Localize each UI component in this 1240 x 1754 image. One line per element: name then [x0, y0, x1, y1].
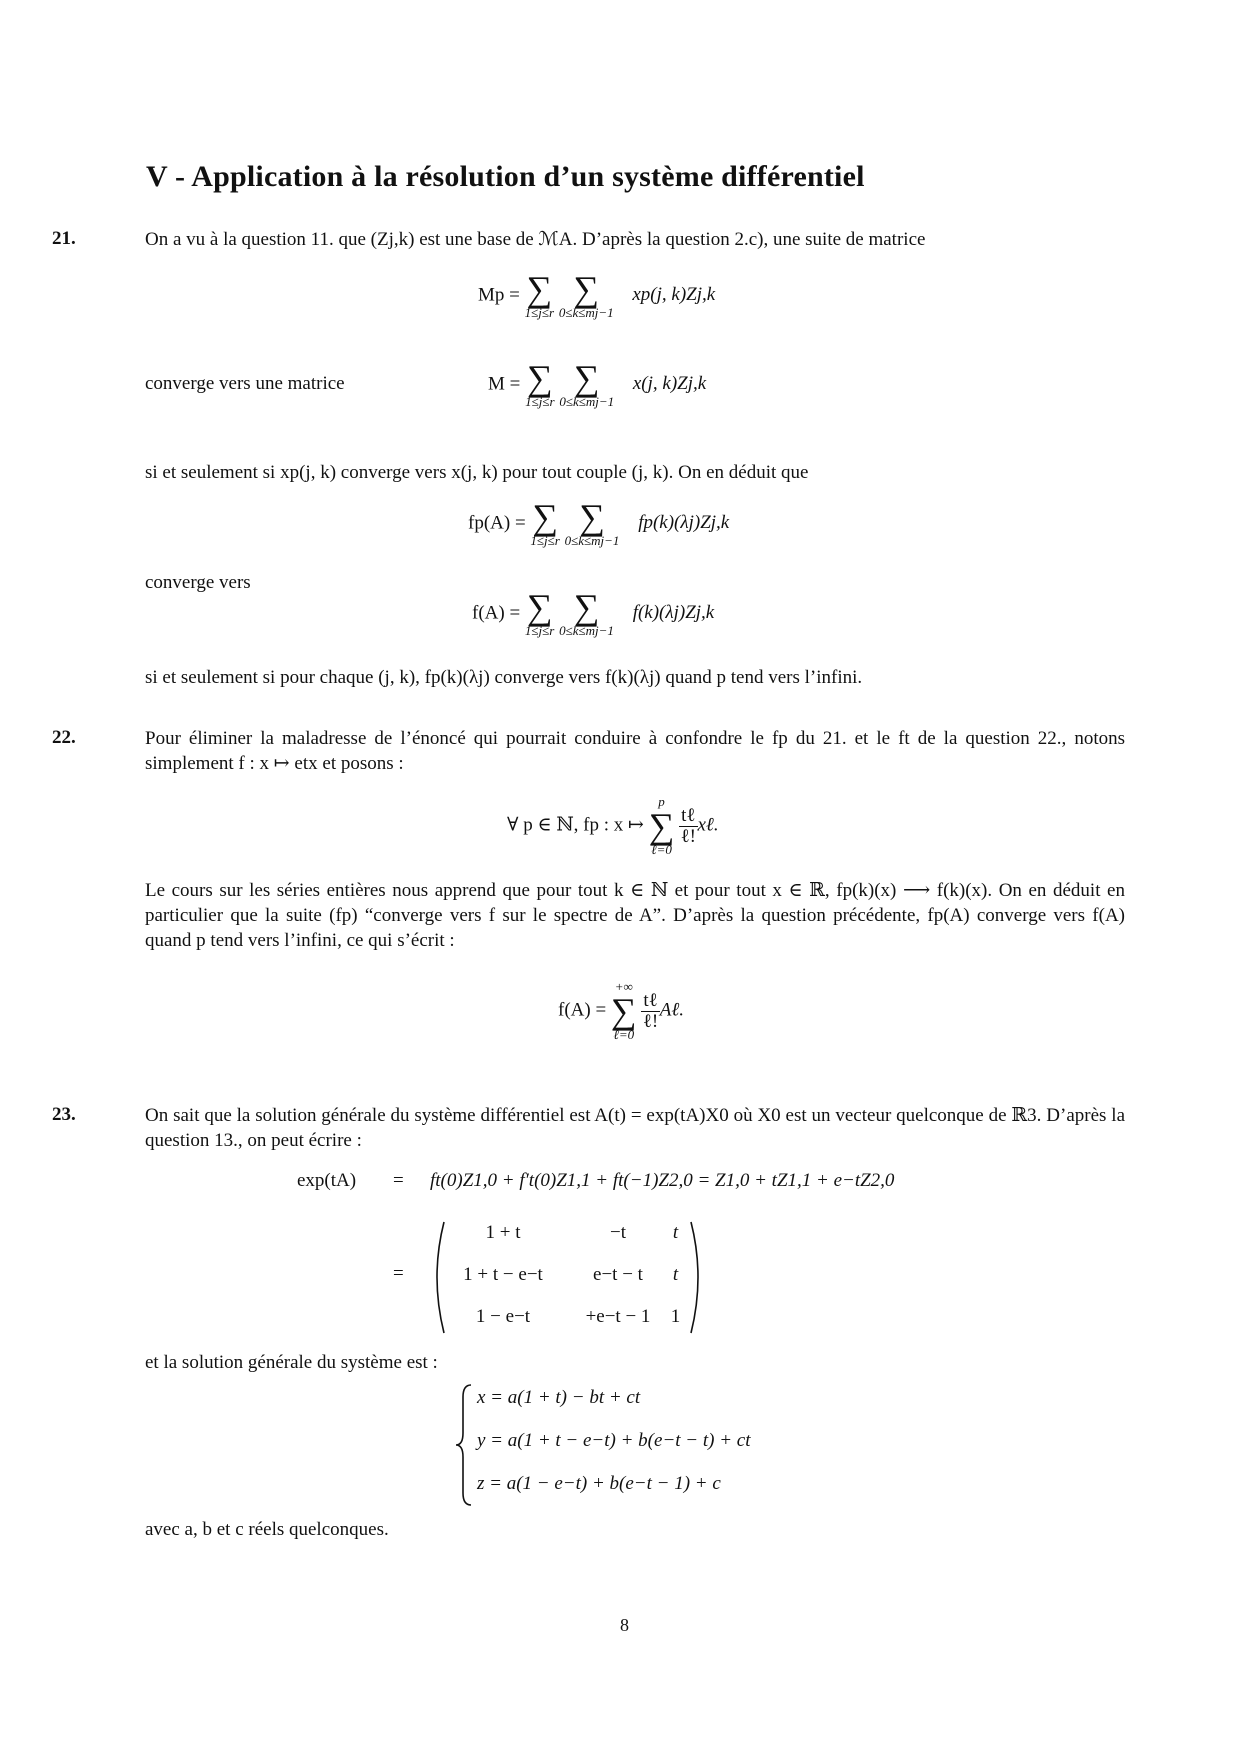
q23-eq-sign-2: = — [393, 1263, 404, 1284]
q21-eq-fa — [472, 587, 715, 638]
eq-term: fp(k)(λj)Zj,k — [638, 512, 730, 534]
section-title: V - Application à la résolution d’un système différentiel — [146, 160, 865, 193]
matrix-cell: 1 − e−t — [475, 1306, 531, 1327]
eq-tail: xℓ. — [697, 814, 719, 836]
matrix-cell: 1 — [670, 1306, 681, 1327]
question-number-21: 21. — [52, 228, 76, 249]
q21-eq-mp — [478, 269, 716, 320]
sum-j: ∑ 1≤j≤r — [525, 358, 555, 409]
sum-l: p ∑ ℓ=0 — [648, 794, 675, 857]
q23-text2: et la solution générale du système est : — [145, 1352, 438, 1373]
matrix-cell: e−t − t — [593, 1264, 643, 1285]
sum-l: +∞ ∑ ℓ=0 — [610, 979, 637, 1042]
q21-text5: si et seulement si pour chaque (j, k), fp(k)(λj) converge vers f(k)(λj) quand p tend vers l’infini. — [145, 667, 863, 688]
eq-lhs: ∀ p ∈ ℕ, fp : x ↦ — [507, 814, 644, 836]
matrix-cell: t — [672, 1222, 679, 1243]
q23-text1: On sait que la solution générale du système différentiel est A(t) = exp(tA)X0 où X0 est un vecteur quelconque de ℝ3. D’après la question 13., on peut écrire : — [145, 1105, 1125, 1151]
sum-j: ∑ 1≤j≤r — [530, 497, 560, 548]
eq-lhs: Mp = — [478, 284, 520, 306]
q23-text3: avec a, b et c réels quelconques. — [145, 1519, 389, 1540]
matrix-cell: 1 + t − e−t — [463, 1264, 543, 1285]
q22-eq-fp — [507, 795, 719, 857]
matrix-cell: 1 + t — [485, 1222, 521, 1243]
q22-text2: Le cours sur les séries entières nous apprend que pour tout k ∈ ℕ et pour tout x ∈ ℝ, fp(k)(x) ⟶ f(k)(x). On en déduit en particulier que la suite (fp) “converge vers f sur le spectre de A”. D’après la question précédente, fp(A) converge vers f(A) quand p tend vers l’infini, ce qui s’écrit : — [145, 880, 1125, 951]
q21-eq-m — [488, 358, 707, 409]
eq-term: f(k)(λj)Zj,k — [632, 602, 715, 624]
q21-intro: On a vu à la question 11. que (Zj,k) est une base de ℳA. D’après la question 2.c), une suite de matrice — [145, 229, 926, 250]
matrix-cell: −t — [610, 1222, 626, 1243]
question-number-22: 22. — [52, 727, 76, 748]
matrix-cell: t — [672, 1264, 679, 1285]
q22-eq-fa — [558, 980, 684, 1042]
eq-lhs: f(A) = — [472, 602, 521, 624]
eq-tail: Aℓ. — [659, 999, 685, 1021]
system-of-equations — [455, 1383, 815, 1508]
eq-lhs: M = — [488, 373, 521, 395]
eq-term: x(j, k)Zj,k — [632, 373, 707, 395]
q23-eq-sign-1: = — [393, 1170, 404, 1191]
page-number: 8 — [620, 1615, 629, 1635]
matrix — [430, 1220, 705, 1335]
eq-lhs: f(A) = — [558, 999, 607, 1021]
system-line-y: y = a(1 + t − e−t) + b(e−t − t) + ct — [477, 1430, 751, 1451]
eq-lhs: fp(A) = — [468, 512, 526, 534]
sum-k: ∑ 0≤k≤mj−1 — [559, 358, 615, 409]
q21-text4: converge vers — [145, 572, 251, 593]
left-brace — [455, 1383, 475, 1508]
sum-j: ∑ 1≤j≤r — [524, 587, 555, 638]
question-number-23: 23. — [52, 1104, 76, 1125]
fraction: $\frac{\text{tℓ}}{\text{ℓ!}}$ — [642, 989, 659, 1032]
sum-k: ∑ 0≤k≤mj−1 — [558, 269, 614, 320]
sum-k: ∑ 0≤k≤mj−1 — [564, 497, 620, 548]
q23-eq-exp-rhs: ft(0)Z1,0 + f′t(0)Z1,1 + ft(−1)Z2,0 = Z1,0 + tZ1,1 + e−tZ2,0 — [430, 1170, 895, 1191]
eq-term: xp(j, k)Zj,k — [632, 284, 716, 306]
q21-eq-fpa — [468, 497, 730, 548]
system-line-z: z = a(1 − e−t) + b(e−t − 1) + c — [477, 1473, 721, 1494]
sum-j: ∑ 1≤j≤r — [524, 269, 555, 320]
q22-text1: Pour éliminer la maladresse de l’énoncé qui pourrait conduire à confondre le fp du 21. et le ft de la question 22., notons simplement f : x ↦ etx et posons : — [145, 728, 1125, 774]
q23-eq-exp-lhs: exp(tA) — [297, 1170, 357, 1191]
q21-text2: converge vers une matrice — [145, 373, 345, 394]
q21-text3: si et seulement si xp(j, k) converge vers x(j, k) pour tout couple (j, k). On en déduit que — [145, 462, 809, 483]
sum-k: ∑ 0≤k≤mj−1 — [559, 587, 614, 638]
fraction: $\frac{\text{tℓ}}{\text{ℓ!}}$ — [680, 804, 697, 847]
matrix-cell: +e−t − 1 — [585, 1306, 651, 1327]
system-line-x: x = a(1 + t) − bt + ct — [477, 1387, 641, 1408]
